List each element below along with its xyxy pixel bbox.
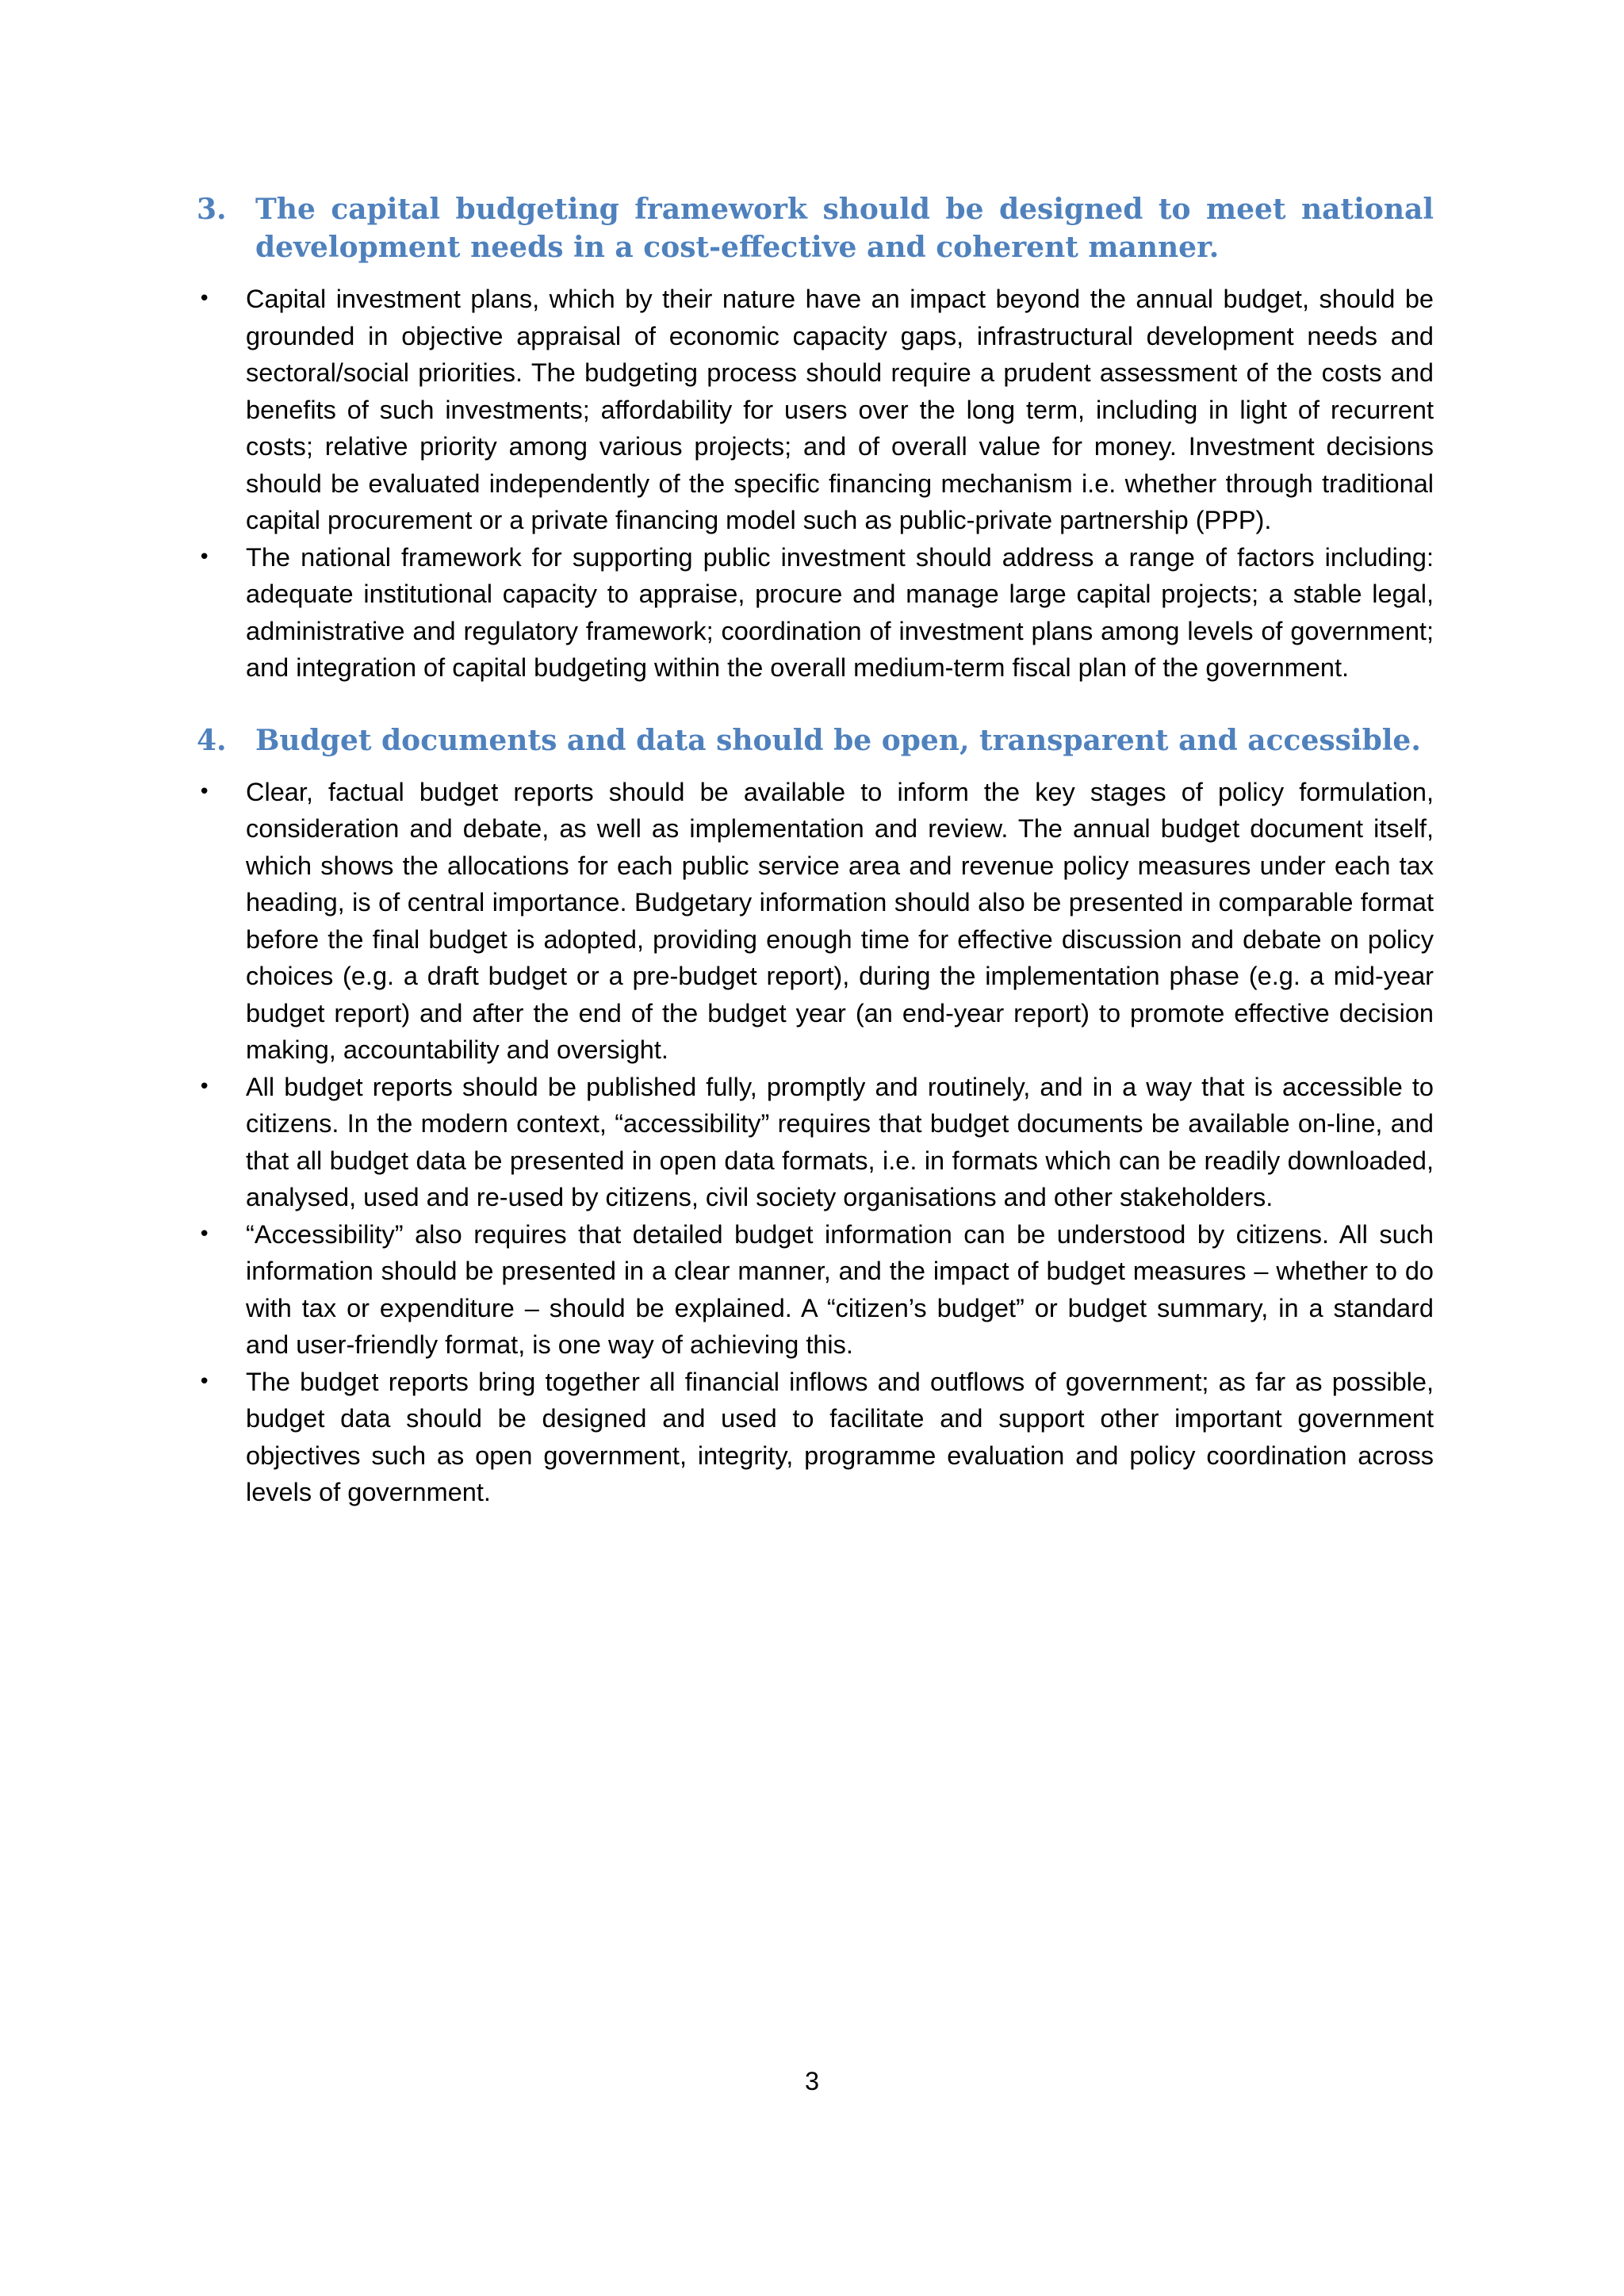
paragraph: The budget reports bring together all financial inflows and outflows of government; as far as possible, budget data should be designed and used to facilitate and support other important government objectives such as open government, integrity, programme evaluation and policy coordination across levels of government. [246,1367,1434,1506]
list-item [197,1216,1434,1364]
paragraph: Clear, factual budget reports should be available to inform the key stages of policy formulation, consideration and debate, as well as implementation and review. The annual budget document itself, which shows the allocations for each public service area and revenue policy measures under each tax heading, is of central importance. Budgetary information should also be presented in comparable format before the final budget is adopted, providing enough time for effective discussion and debate on policy choices (e.g. a draft budget or a pre-budget report), during the implementation phase (e.g. a mid-year budget report) and after the end of the budget year (an end-year report) to promote effective decision making, accountability and oversight. [246,777,1434,1064]
page-number: 3 [804,2067,820,2095]
section-number: 3. [197,193,227,226]
bullet-icon: • [198,1222,211,1246]
section-title: The capital budgeting framework should be designed to meet national development needs in a cost-effective and coherent manner. [255,193,1434,264]
page-content [197,190,1434,1511]
section-3 [197,190,1434,687]
paragraph: All budget reports should be published fully, promptly and routinely, and in a way that is accessible to citizens. In the modern context, “accessibility” requires that budget documents be available on-line, and that all budget data be presented in open data formats, i.e. in formats which can be readily downloaded, analysed, used and re-used by citizens, civil society organisations and other stakeholders. [246,1072,1434,1211]
paragraph: Capital investment plans, which by their nature have an impact beyond the annual budget, should be grounded in objective appraisal of economic capacity gaps, infrastructural development needs and sectoral/social priorities. The budgeting process should require a prudent assessment of the costs and benefits of such investments; affordability for users over the long term, including in light of recurrent costs; relative priority among various projects; and of overall value for money. Investment decisions should be evaluated independently of the specific financing mechanism i.e. whether through traditional capital procurement or a private financing model such as public-private partnership (PPP). [246,285,1434,534]
bullet-icon: • [198,1369,211,1394]
list-item [197,1364,1434,1511]
list-item [197,281,1434,539]
bullet-list [197,774,1434,1511]
section-number: 4. [197,723,227,757]
bullet-icon: • [198,779,211,804]
list-item [197,1069,1434,1216]
section-heading [197,721,1434,760]
paragraph: The national framework for supporting public investment should address a range of factors including: adequate institutional capacity to appraise, procure and manage large capital projects; a stable legal, administrative and regulatory framework; coordination of investment plans among levels of government; and integration of capital budgeting within the overall medium-term fiscal plan of the government. [246,542,1434,682]
bullet-icon: • [198,545,211,569]
section-4 [197,721,1434,1511]
section-title: Budget documents and data should be open, transparent and accessible. [255,723,1421,757]
paragraph: “Accessibility” also requires that detailed budget information can be understood by citizens. All such information should be presented in a clear manner, and the impact of budget measures – whether to do with tax or expenditure – should be explained. A “citizen’s budget” or budget summary, in a standard and user-friendly format, is one way of achieving this. [246,1219,1434,1359]
bullet-icon: • [198,287,211,311]
section-heading [197,190,1434,266]
list-item [197,774,1434,1069]
bullet-list [197,281,1434,687]
bullet-icon: • [198,1074,211,1099]
list-item [197,539,1434,687]
